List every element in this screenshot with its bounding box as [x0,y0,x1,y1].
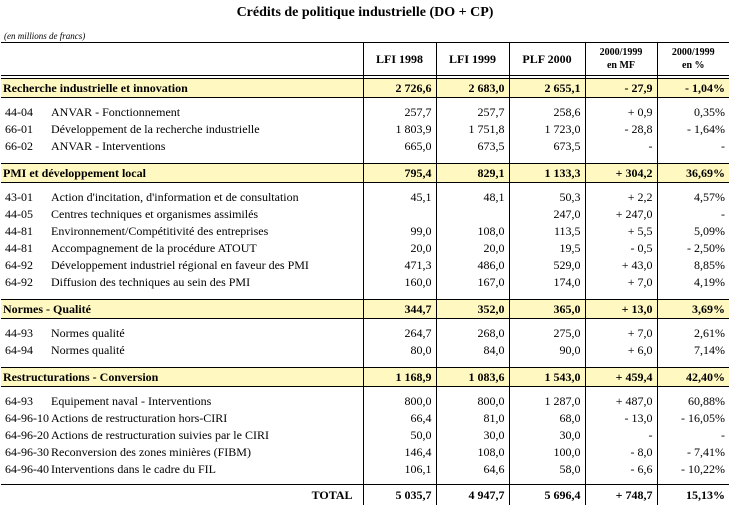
section-row [1,164,729,183]
row-value: 8,85% [657,257,729,274]
section-value: + 13,0 [585,300,657,319]
row-label-cell [1,342,363,359]
row-value: 58,0 [509,461,585,478]
section-value: 795,4 [363,164,436,183]
row-value [436,206,509,223]
table-row [1,206,729,223]
row-value: - 8,0 [585,444,657,461]
row-label-cell [1,444,363,461]
header-diff-pct: 2000/1999 en % [657,43,729,76]
row-code: 44-81 [5,241,33,255]
row-value: 50,0 [363,427,436,444]
section-value: 1 133,3 [509,164,585,183]
row-value: - 6,6 [585,461,657,478]
table-row [1,104,729,121]
section-label: Restructurations - Conversion [1,368,363,387]
row-value: 108,0 [436,444,509,461]
row-label: Accompagnement de la procédure ATOUT [51,241,257,255]
row-label-cell [1,257,363,274]
row-label-cell [1,410,363,427]
row-value: - 0,5 [585,240,657,257]
row-value: 100,0 [509,444,585,461]
row-code: 43-01 [5,190,33,204]
row-value: 48,1 [436,189,509,206]
table-row [1,257,729,274]
row-label-cell [1,121,363,138]
row-code: 64-96-10 [5,411,49,425]
row-label: Centres techniques et organismes assimilés [51,207,259,221]
table-row [1,325,729,342]
row-code: 44-81 [5,224,33,238]
row-value: 268,0 [436,325,509,342]
table-row [1,121,729,138]
total-value: + 748,7 [585,485,657,506]
row-label: Equipement naval - Interventions [51,394,212,408]
row-value: - 16,05% [657,410,729,427]
row-code: 64-96-40 [5,462,49,476]
row-value: + 5,5 [585,223,657,240]
section-value: + 304,2 [585,164,657,183]
row-value: 1 287,0 [509,393,585,410]
row-code: 66-02 [5,139,33,153]
row-value: 50,3 [509,189,585,206]
row-value: 486,0 [436,257,509,274]
row-value: - 7,41% [657,444,729,461]
row-label-cell [1,104,363,121]
row-value: + 7,0 [585,274,657,291]
row-label-cell [1,393,363,410]
header-diff-mf: 2000/1999 en MF [585,43,657,76]
row-label-cell [1,427,363,444]
section-value: 2 683,0 [436,79,509,98]
unit-note: (en millions de francs) [4,31,86,41]
row-code: 64-92 [5,258,33,272]
total-value: 5 696,4 [509,485,585,506]
row-label: Normes qualité [51,326,125,340]
section-row [1,79,729,98]
section-label: Recherche industrielle et innovation [1,79,363,98]
row-value: 4,19% [657,274,729,291]
row-value: 84,0 [436,342,509,359]
row-value: 257,7 [436,104,509,121]
row-code: 64-94 [5,343,33,357]
header-row [1,43,729,76]
row-label: Environnement/Compétitivité des entreprises [51,224,269,238]
total-row [1,485,729,506]
row-label-cell [1,461,363,478]
page-title: Crédits de politique industrielle (DO + CP) [236,5,494,20]
row-value: 19,5 [509,240,585,257]
row-value: 113,5 [509,223,585,240]
section-value: 829,1 [436,164,509,183]
table-row [1,223,729,240]
row-value: 60,88% [657,393,729,410]
row-code: 64-93 [5,394,33,408]
table-row [1,427,729,444]
row-label-cell [1,274,363,291]
header-label [1,43,363,76]
row-code: 44-04 [5,105,33,119]
row-value: 167,0 [436,274,509,291]
row-value: 160,0 [363,274,436,291]
row-value: 66,4 [363,410,436,427]
row-value: 247,0 [509,206,585,223]
section-value: 36,69% [657,164,729,183]
table-row [1,138,729,155]
section-row [1,368,729,387]
row-code: 66-01 [5,122,33,136]
header-plf-2000: PLF 2000 [509,43,585,76]
row-code: 64-92 [5,275,33,289]
table-row [1,444,729,461]
section-label: PMI et développement local [1,164,363,183]
row-value: 99,0 [363,223,436,240]
table-row [1,274,729,291]
total-value: 4 947,7 [436,485,509,506]
row-value: 30,0 [436,427,509,444]
section-value: 365,0 [509,300,585,319]
row-value: + 6,0 [585,342,657,359]
row-value: 174,0 [509,274,585,291]
row-label-cell [1,206,363,223]
row-value: 81,0 [436,410,509,427]
row-label: Actions de restructuration suivies par le CIRI [51,428,269,442]
row-value: 30,0 [509,427,585,444]
section-value: 3,69% [657,300,729,319]
row-value: 108,0 [436,223,509,240]
table-row [1,410,729,427]
row-label: Développement de la recherche industrielle [51,122,260,136]
row-value: 1 751,8 [436,121,509,138]
row-value: 264,7 [363,325,436,342]
row-code: 44-93 [5,326,33,340]
row-value: + 43,0 [585,257,657,274]
section-value: - 1,04% [657,79,729,98]
section-value: 1 543,0 [509,368,585,387]
row-value: + 7,0 [585,325,657,342]
table-row [1,393,729,410]
section-value: 1 083,6 [436,368,509,387]
row-label: Reconversion des zones minières (FIBM) [51,445,251,459]
row-value: + 0,9 [585,104,657,121]
row-label-cell [1,240,363,257]
row-value: - [585,138,657,155]
table-row [1,189,729,206]
section-value: 2 726,6 [363,79,436,98]
row-label: Interventions dans le cadre du FIL [51,462,216,476]
row-label: ANVAR - Fonctionnement [51,105,181,119]
section-value: 352,0 [436,300,509,319]
row-value: 20,0 [363,240,436,257]
section-value: 344,7 [363,300,436,319]
row-value: 1 723,0 [509,121,585,138]
section-label: Normes - Qualité [1,300,363,319]
section-value: 42,40% [657,368,729,387]
section-value: + 459,4 [585,368,657,387]
row-value: - 28,8 [585,121,657,138]
row-value: - 1,64% [657,121,729,138]
row-value: 529,0 [509,257,585,274]
table-row [1,240,729,257]
table-row [1,342,729,359]
row-value: 45,1 [363,189,436,206]
credits-table [1,42,729,505]
row-label: ANVAR - Interventions [51,139,166,153]
row-value: 5,09% [657,223,729,240]
row-value: 665,0 [363,138,436,155]
row-label-cell [1,325,363,342]
section-row [1,300,729,319]
row-label: Action d'incitation, d'information et de consultation [51,190,299,204]
row-value: 1 803,9 [363,121,436,138]
row-value: + 247,0 [585,206,657,223]
header-lfi-1999: LFI 1999 [436,43,509,76]
row-value: 800,0 [363,393,436,410]
row-value: 68,0 [509,410,585,427]
header-lfi-1998: LFI 1998 [363,43,436,76]
section-value: 1 168,9 [363,368,436,387]
row-value: 258,6 [509,104,585,121]
row-label: Actions de restructuration hors-CIRI [51,411,228,425]
total-label: TOTAL [1,485,363,506]
section-value: - 27,9 [585,79,657,98]
row-value: 4,57% [657,189,729,206]
row-code: 64-96-20 [5,428,49,442]
row-value: - 13,0 [585,410,657,427]
table-body [1,76,729,506]
row-value: 673,5 [436,138,509,155]
table-row [1,461,729,478]
total-value: 15,13% [657,485,729,506]
row-value: 673,5 [509,138,585,155]
row-value: 471,3 [363,257,436,274]
row-code: 44-05 [5,207,33,221]
row-value: - [585,427,657,444]
row-value: 20,0 [436,240,509,257]
row-value: - [657,206,729,223]
row-value: - [657,427,729,444]
row-value: 80,0 [363,342,436,359]
row-value: 64,6 [436,461,509,478]
row-code: 64-96-30 [5,445,49,459]
row-value: - 2,50% [657,240,729,257]
section-value: 2 655,1 [509,79,585,98]
row-value: + 487,0 [585,393,657,410]
row-value: 2,61% [657,325,729,342]
row-value: + 2,2 [585,189,657,206]
row-label: Développement industriel régional en faveur des PMI [51,258,309,272]
row-value: - 10,22% [657,461,729,478]
row-value: - [657,138,729,155]
row-value: 90,0 [509,342,585,359]
row-label-cell [1,138,363,155]
row-value: 106,1 [363,461,436,478]
row-value: 146,4 [363,444,436,461]
row-value: 275,0 [509,325,585,342]
row-value: 800,0 [436,393,509,410]
row-value [363,206,436,223]
total-value: 5 035,7 [363,485,436,506]
row-value: 7,14% [657,342,729,359]
row-label-cell [1,189,363,206]
row-value: 0,35% [657,104,729,121]
row-label: Diffusion des techniques au sein des PMI [51,275,251,289]
row-value: 257,7 [363,104,436,121]
row-label: Normes qualité [51,343,125,357]
row-label-cell [1,223,363,240]
